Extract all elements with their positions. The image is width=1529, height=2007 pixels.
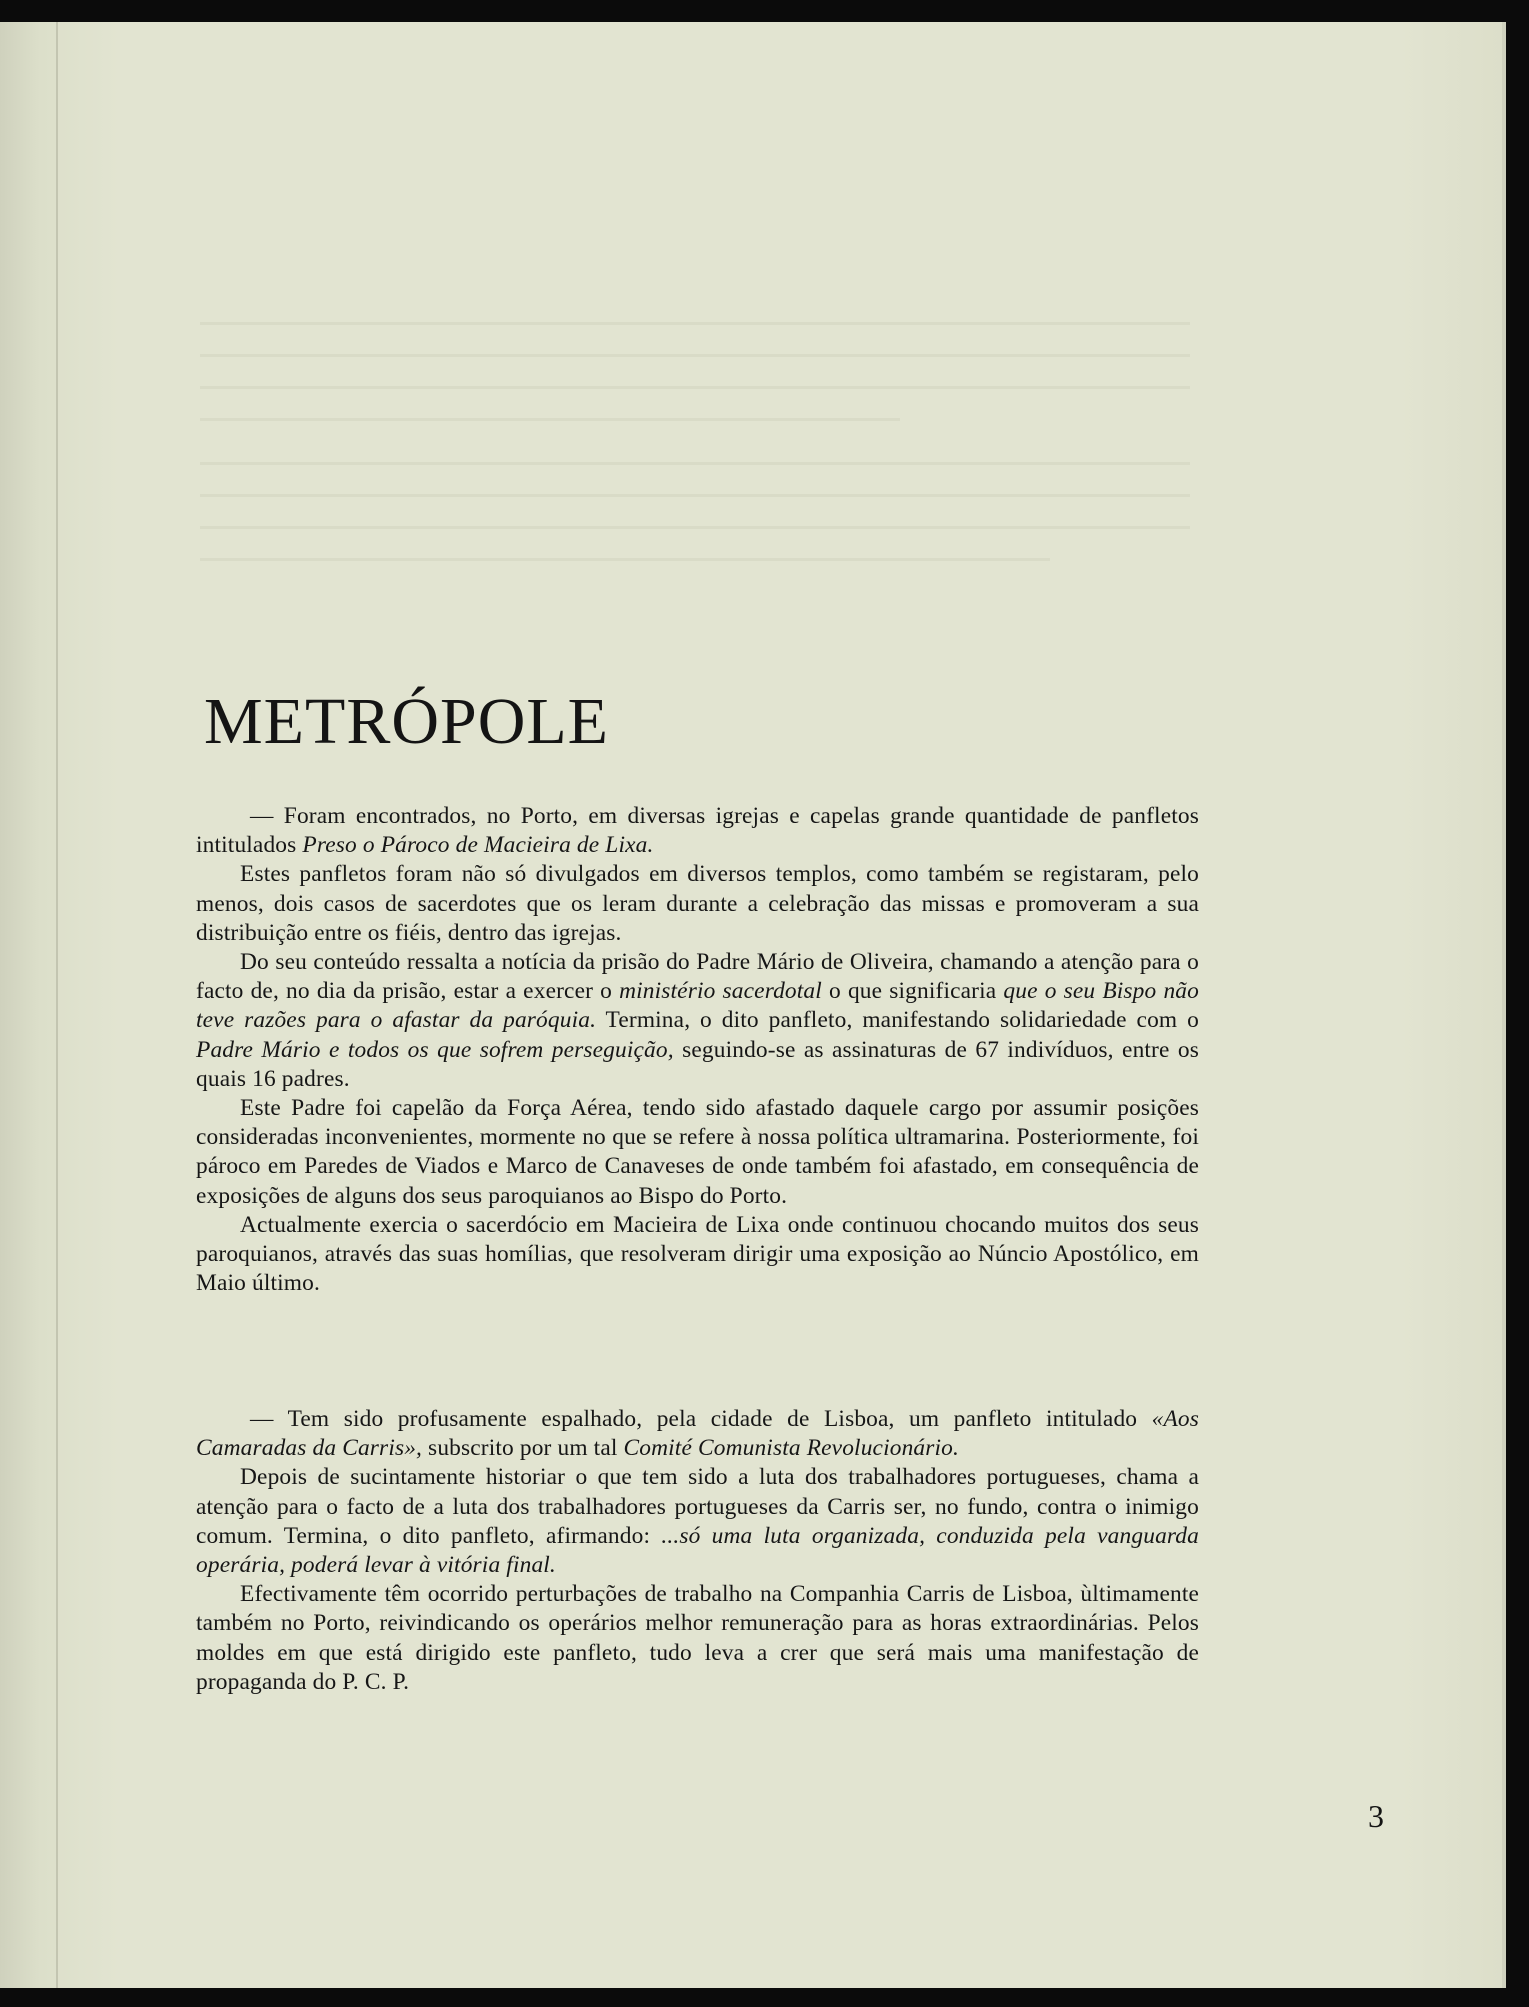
text-run: o que significaria: [821, 978, 1004, 1005]
article1-paragraph-5: Actualmente exercia o sacerdócio em Macieira de Lixa onde continuou chocando muitos dos seus paroquianos, através das suas homílias, que resolveram dirigir uma exposição ao Núncio Apostólico, em Maio último.: [196, 1211, 1199, 1297]
italic-phrase: que o seu Bispo não teve razões para o afastar da paróquia.: [196, 978, 1200, 1034]
section-title: METRÓPOLE: [204, 685, 609, 758]
scan-border-bottom: [0, 1988, 1529, 2007]
text-run: Do seu conteúdo ressalta a notícia da prisão do Padre Mário de Oliveira, chamando a atenção para o facto de, no dia da prisão, estar a exercer o: [196, 949, 1199, 1005]
spine-fold: [56, 22, 58, 1988]
document-page: [0, 22, 1506, 1988]
text-run: Termina, o dito panfleto, manifestando solidariedade com o: [596, 1007, 1199, 1034]
article2-paragraph-3: Efectivamente têm ocorrido perturbações de trabalho na Companhia Carris de Lisboa, ùltimamente também no Porto, reivindicando os operários melhor remuneração para as horas extraordinárias. Pelos moldes em que está dirigido este panfleto, tudo leva a crer que será mais uma manifestação de propaganda do P. C. P.: [196, 1581, 1199, 1695]
article-macieira-de-lixa: [196, 802, 1199, 1298]
text-run: seguindo-se as assinaturas de 67 indivíduos, entre os quais 16 padres.: [196, 1036, 1199, 1092]
article1-paragraph-1: [196, 802, 1199, 860]
text-run: Depois de sucintamente historiar o que tem sido a luta dos trabalhadores portugueses, chama a atenção para o facto de a luta dos trabalhadores portugueses da Carris ser, no fundo, contra o inimigo comum. Termina, o dito panfleto, afirmando:: [196, 1464, 1199, 1549]
show-through-line: [200, 526, 1190, 529]
page-number: 3: [1368, 1798, 1384, 1834]
show-through-line: [200, 322, 1190, 325]
article1-paragraph-4: Este Padre foi capelão da Força Aérea, tendo sido afastado daquele cargo por assumir posições consideradas inconvenientes, mormente no que se refere à nossa política ultramarina. Posteriormente, foi pároco em Paredes de Viados e Marco de Canaveses de onde também foi afastado, em consequência de exposições de alguns dos seus paroquianos ao Bispo do Porto.: [196, 1095, 1199, 1209]
text-run: — Foram encontrados, no Porto, em diversas igrejas e capelas grande quantidade de panfletos intitulados: [196, 803, 1199, 859]
show-through-line: [200, 354, 1190, 357]
article2-paragraph-1: [196, 1405, 1199, 1463]
pamphlet-title: «Aos Camaradas da Carris»,: [196, 1406, 1199, 1462]
article1-paragraph-2: Estes panfletos foram não só divulgados em diversos templos, como também se registaram, pelo menos, dois casos de sacerdotes que os leram durante a celebração das missas e promoveram a sua distribuição entre os fiéis, dentro das igrejas.: [196, 861, 1199, 946]
article-carris-pamphlet: [196, 1405, 1199, 1697]
article2-paragraph-2: [196, 1463, 1199, 1580]
show-through-line: [200, 418, 900, 421]
show-through-line: [200, 494, 1190, 497]
show-through-line: [200, 462, 1190, 465]
text-run: — Tem sido profusamente espalhado, pela cidade de Lisboa, um panfleto intitulado: [250, 1406, 1152, 1432]
italic-phrase: ministério sacerdotal: [619, 978, 822, 1005]
show-through-line: [200, 558, 1050, 561]
italic-phrase: Padre Mário e todos os que sofrem perseguição,: [196, 1036, 674, 1063]
page-edge: [1502, 22, 1506, 1988]
text-run: subscrito por um tal: [422, 1435, 624, 1462]
organization-name: Comité Comunista Revolucionário.: [623, 1435, 960, 1462]
article1-paragraph-3: [196, 948, 1199, 1094]
pamphlet-title: Preso o Pároco de Macieira de Lixa.: [302, 832, 654, 859]
show-through-line: [200, 386, 1190, 389]
quoted-phrase: ...só uma luta organizada, conduzida pela vanguarda operária, poderá levar à vitória final.: [196, 1522, 1199, 1579]
